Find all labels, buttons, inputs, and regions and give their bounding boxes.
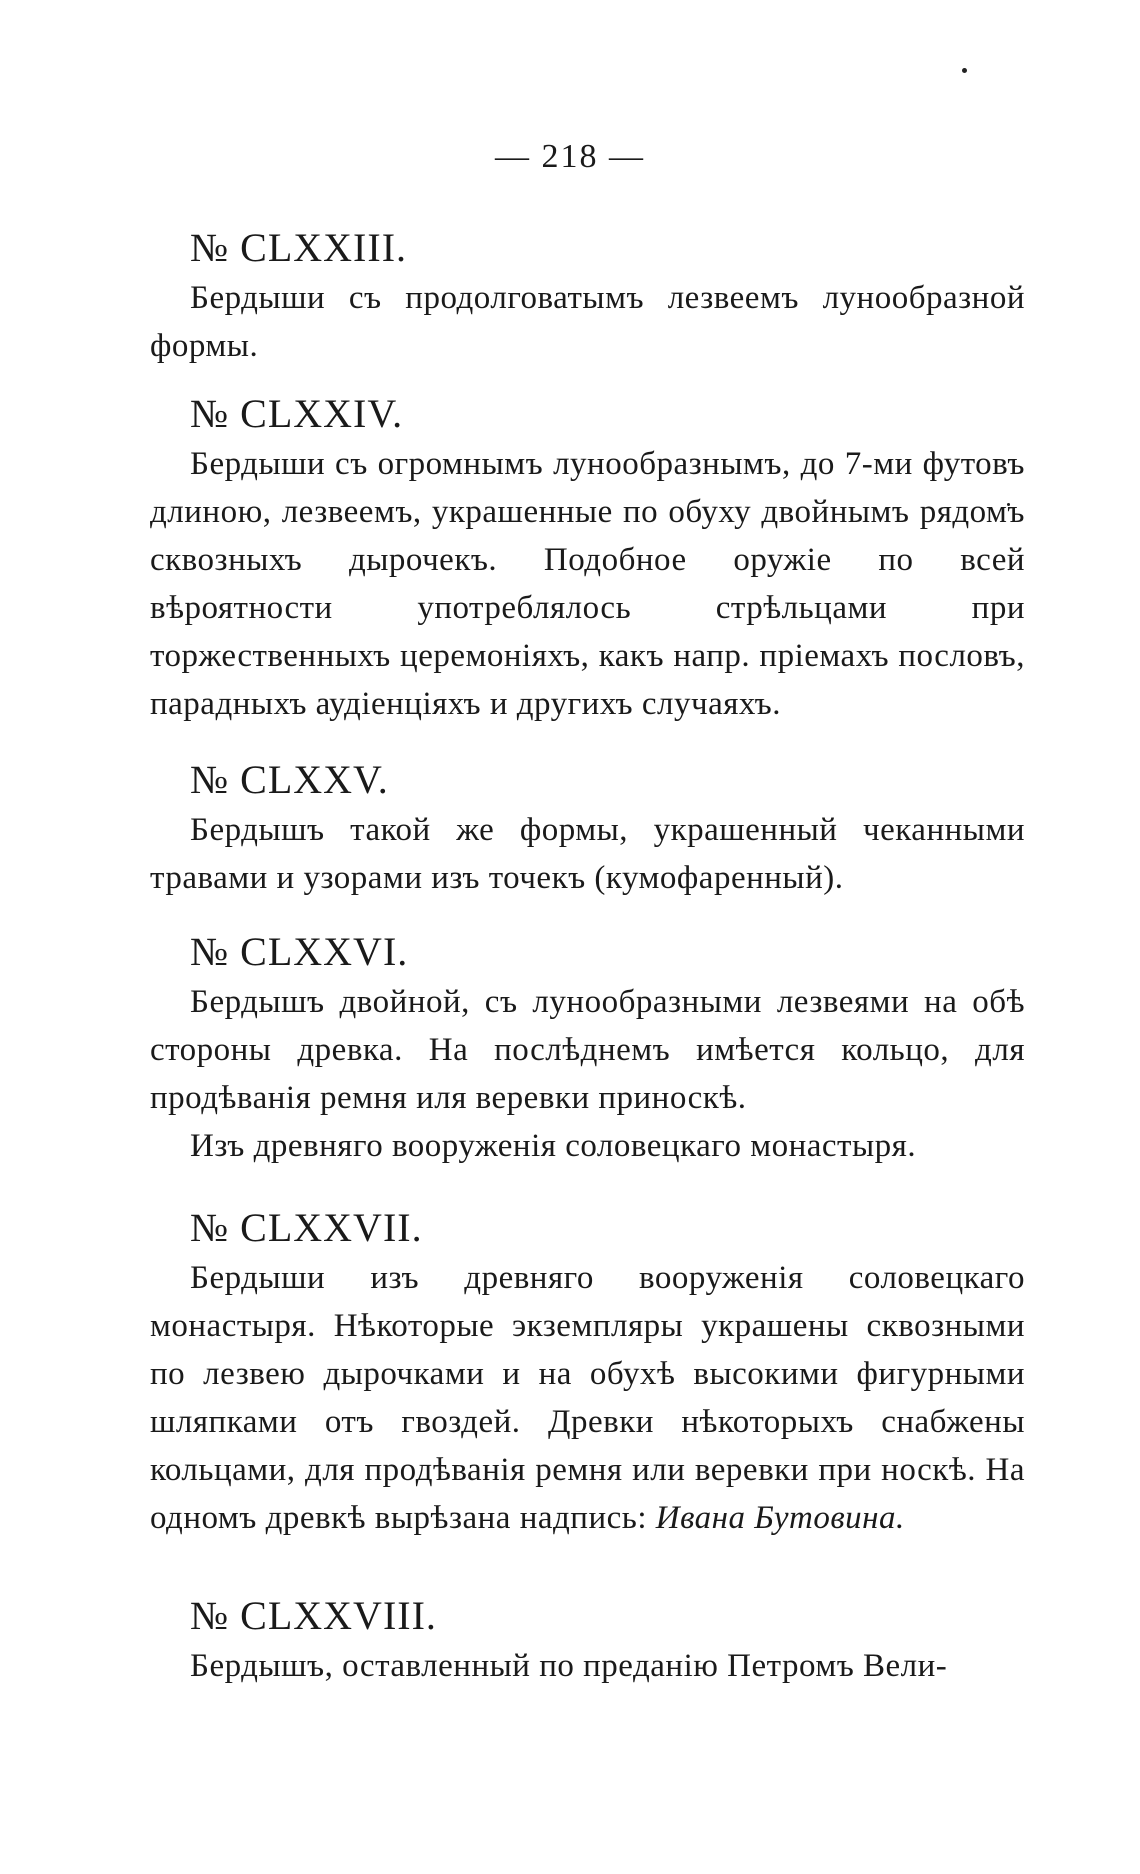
entry-clxxvi [150, 926, 1025, 1170]
inscription-text: Ивана Бутовина. [655, 1500, 905, 1536]
entry-clxxiii [150, 222, 1025, 370]
entry-text: Бердыши съ продолговатымъ лезвеемъ лунообразной формы. [150, 280, 1025, 364]
entry-text: Бердышъ, оставленный по преданію Петромъ Вели- [190, 1648, 948, 1684]
entry-clxxvii [150, 1202, 1025, 1542]
page-number: — 218 — [495, 138, 645, 175]
entry-number: № CLXXVIII. [190, 1593, 437, 1638]
entry-number: № CLXXIV. [190, 391, 404, 436]
entry-clxxiv [150, 388, 1025, 728]
entry-clxxv [150, 754, 1025, 902]
entry-text: Бердыши съ огромнымъ лунообразнымъ, до 7-ми футовъ длиною, лезвеемъ, украшенные по обуху двойнымъ рядомъ сквозныхъ дырочекъ. Подобное оружіе по всей вѣроятности употреблялось стрѣльцами при торжественныхъ церемоніяхъ, какъ напр. пріемахъ пословъ, парадныхъ аудіенціяхъ и другихъ случаяхъ. [150, 446, 1025, 722]
entry-clxxviii [150, 1590, 1025, 1690]
entry-text [150, 1254, 1025, 1542]
entry-text: Изъ древняго вооруженія соловецкаго монастыря. [190, 1128, 917, 1164]
ink-speck [962, 68, 967, 73]
entry-number: № CLXXIII. [190, 225, 408, 270]
entry-number: № CLXXV. [190, 757, 389, 802]
entry-text-body: Бердыши изъ древняго вооруженія соловецкаго монастыря. Нѣкоторые экземпляры украшены сквозными по лезвею дырочками и на обухѣ высокими фигурными шляпками отъ гвоздей. Древки нѣкоторыхъ снабжены кольцами, для продѣванія ремня или веревки при носкѣ. На одномъ древкѣ вырѣзана надпись: [150, 1260, 1025, 1536]
entry-text: Бердышъ двойной, съ лунообразными лезвеями на обѣ стороны древка. На послѣднемъ имѣется кольцо, для продѣванія ремня иля веревки приноскѣ. [150, 984, 1025, 1116]
entry-number: № CLXXVI. [190, 929, 409, 974]
entry-text: Бердышъ такой же формы, украшенный чеканными травами и узорами изъ точекъ (кумофаренный). [150, 812, 1025, 896]
entry-number: № CLXXVII. [190, 1205, 423, 1250]
